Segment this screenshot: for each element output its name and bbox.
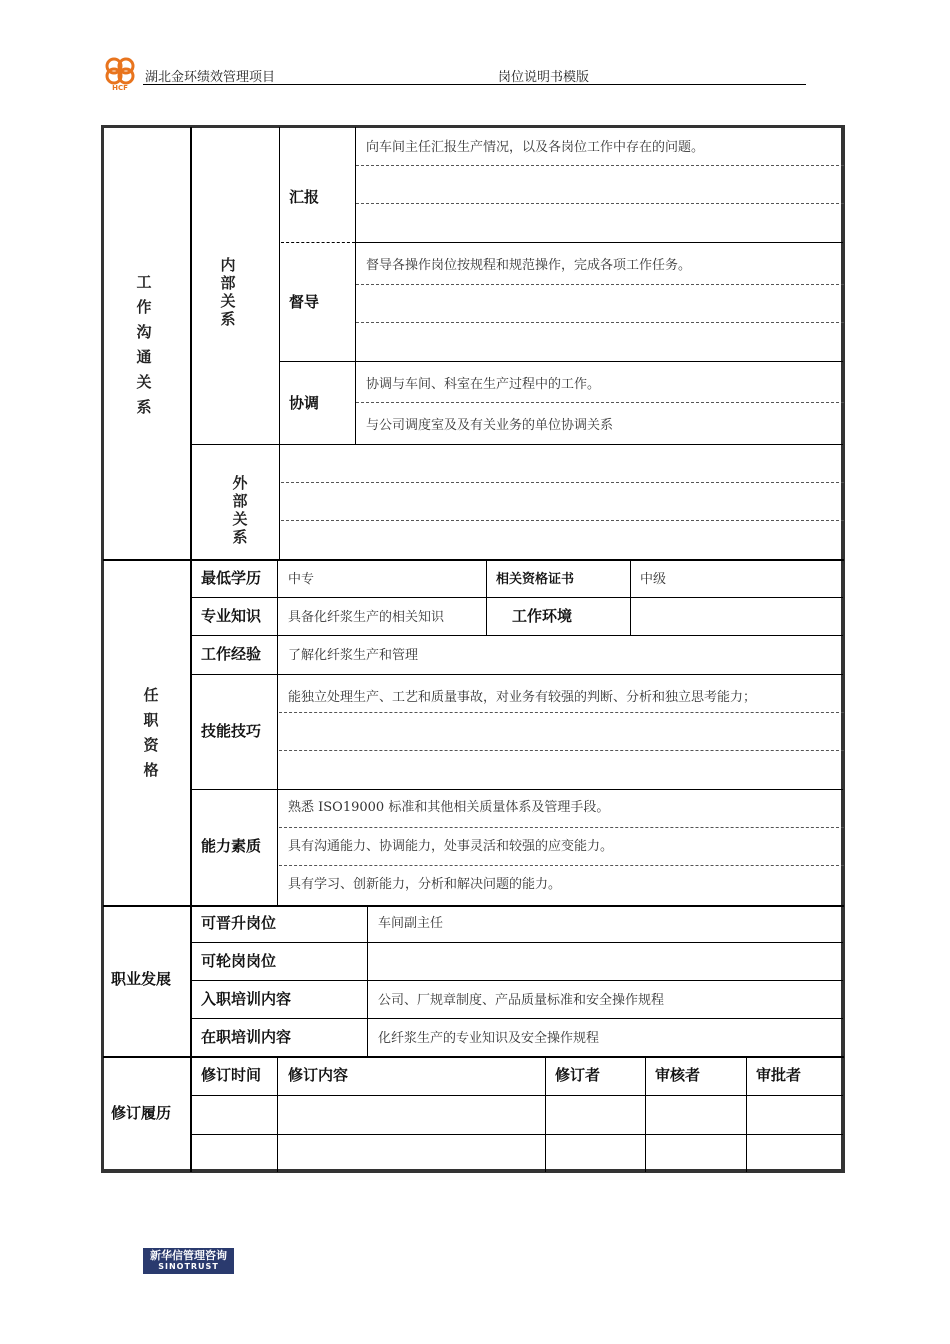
external-relations-title: 外部关系 (232, 474, 248, 546)
header-rule (143, 84, 806, 85)
revision-header: 修订者 (555, 1066, 601, 1084)
brand-name-en: SINOTRUST (158, 1262, 219, 1271)
consultancy-logo (143, 1248, 234, 1274)
supervise-line: 督导各操作岗位按规程和规范操作，完成各项工作任务。 (366, 258, 692, 273)
career-row-value: 公司、厂规章制度、产品质量标准和安全操作规程 (378, 993, 665, 1008)
certificate-value: 中级 (640, 572, 667, 587)
knowledge-label: 专业知识 (201, 607, 262, 625)
environment-label: 工作环境 (512, 607, 573, 625)
coordinate-label: 协调 (289, 394, 320, 412)
section-qualification-title: 任职资格 (143, 686, 159, 779)
logo-text: HCF (112, 84, 128, 91)
skills-line: 能独立处理生产、工艺和质量事故，对业务有较强的判断、分析和独立思考能力； (288, 690, 757, 705)
revision-header: 修订内容 (288, 1066, 349, 1084)
career-row-label: 可轮岗岗位 (201, 952, 277, 970)
career-row-label: 可晋升岗位 (201, 914, 277, 932)
career-row-label: 在职培训内容 (201, 1028, 292, 1046)
internal-relations-title: 内部关系 (220, 256, 236, 328)
brand-name-cn: 新华信管理咨询 (150, 1249, 227, 1262)
ability-label: 能力素质 (201, 837, 262, 855)
company-logo (101, 55, 139, 91)
project-name: 湖北金环绩效管理项目 (145, 70, 276, 85)
report-label: 汇报 (289, 188, 320, 206)
career-row-value: 化纤浆生产的专业知识及安全操作规程 (378, 1031, 600, 1046)
knowledge-value: 具备化纤浆生产的相关知识 (288, 610, 445, 625)
section-revision-title: 修订履历 (111, 1104, 172, 1122)
supervise-label: 督导 (289, 293, 320, 311)
ability-line: 具有学习、创新能力，分析和解决问题的能力。 (288, 877, 562, 892)
revision-header: 审批者 (756, 1066, 802, 1084)
education-value: 中专 (288, 572, 315, 587)
career-row-value: 车间副主任 (378, 916, 444, 931)
section-career-title: 职业发展 (111, 970, 172, 988)
certificate-label: 相关资格证书 (496, 572, 575, 587)
education-label: 最低学历 (201, 569, 262, 587)
revision-header: 审核者 (655, 1066, 701, 1084)
section-communication-title: 工作沟通关系 (136, 273, 152, 416)
skills-label: 技能技巧 (201, 722, 262, 740)
experience-value: 了解化纤浆生产和管理 (288, 648, 419, 663)
career-row-label: 入职培训内容 (201, 990, 292, 1008)
coordinate-line: 协调与车间、科室在生产过程中的工作。 (366, 377, 601, 392)
revision-header: 修订时间 (201, 1066, 262, 1084)
ability-line: 具有沟通能力、协调能力，处事灵活和较强的应变能力。 (288, 839, 614, 854)
report-line: 向车间主任汇报生产情况，以及各岗位工作中存在的问题。 (366, 140, 705, 155)
coordinate-line: 与公司调度室及及有关业务的单位协调关系 (366, 418, 614, 433)
document-title: 岗位说明书模版 (498, 70, 590, 85)
experience-label: 工作经验 (201, 645, 262, 663)
ability-line: 熟悉 ISO19000 标准和其他相关质量体系及管理手段。 (288, 800, 610, 815)
